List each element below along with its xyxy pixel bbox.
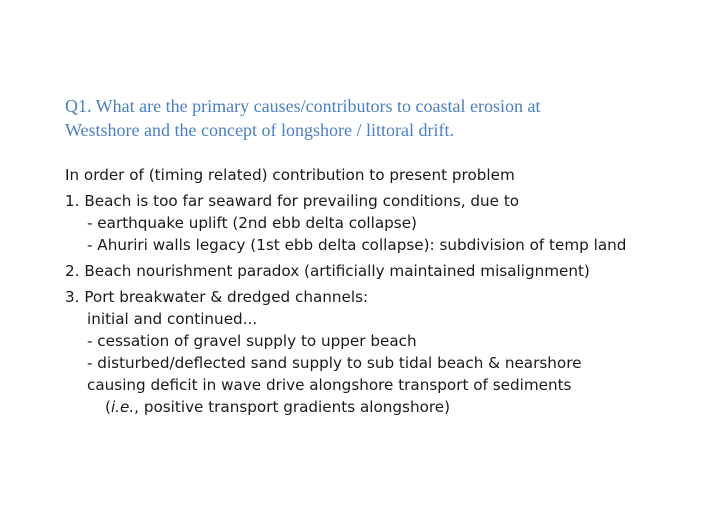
- intro-line: In order of (timing related) contribution to present problem: [65, 166, 515, 184]
- item-1-heading: 1. Beach is too far seaward for prevailing conditions, due to: [65, 192, 520, 210]
- item-2-heading: 2. Beach nourishment paradox (artificially maintained misalignment): [65, 262, 590, 280]
- item-1-sub-1: - earthquake uplift (2nd ebb delta collapse): [87, 214, 417, 232]
- answer-body: [65, 164, 715, 418]
- note-italic-ie: i.e.: [110, 398, 135, 416]
- item-3-note: [65, 396, 715, 418]
- note-rest: , positive transport gradients alongshore): [134, 398, 451, 416]
- item-1-sub-2: - Ahuriri walls legacy (1st ebb delta collapse): subdivision of temp land: [87, 236, 627, 254]
- item-3-sub-1: initial and continued...: [87, 310, 258, 328]
- question-line-1: Q1. What are the primary causes/contributors to coastal erosion at: [65, 96, 541, 116]
- question-heading: [65, 94, 665, 142]
- item-3-sub-4: causing deficit in wave drive alongshore transport of sediments: [87, 376, 572, 394]
- item-3-heading: 3. Port breakwater & dredged channels:: [65, 288, 369, 306]
- item-3-sub-3: - disturbed/deflected sand supply to sub tidal beach & nearshore: [87, 354, 582, 372]
- item-3-sub-2: - cessation of gravel supply to upper beach: [87, 332, 417, 350]
- question-line-2: Westshore and the concept of longshore / littoral drift.: [65, 120, 454, 140]
- note-open-paren: (: [105, 398, 111, 416]
